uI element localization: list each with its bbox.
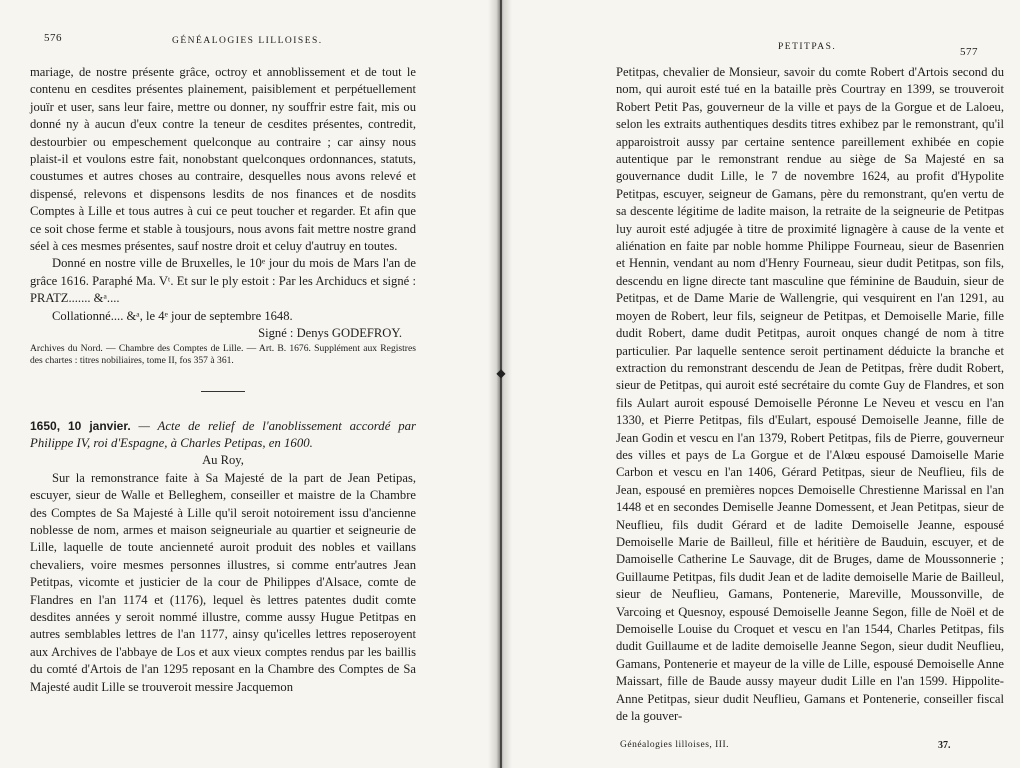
paragraph: Sur la remonstrance faite à Sa Majesté de la part de Jean Petipas, escuyer, sieur de Walle et Belleghem, conseiller et maistre de la Chambre des Comptes de Sa Majesté à Lille qu'il seroit notoirement issu d'ancienne noblesse de nom, armes et maison seigneuriale au quartier et seigneurie de Lille, laquelle de toute ancienneté auroit produit des nobles et vaillans chevaliers, voire mesmes personnes illustres, si comme entr'autres Jean Petitpas, vicomte et justicier de la cour de Philippes d'Alsace, comte de Flandres en l'an 1174 et (1176), lequel ès lettres patentes dudit comte desdites années y seroit nommé illustre, comme aussy Hugue Petitpas en autres semblables lettres de l'an 1177, ainsy qu'icelles lettres reposeroyent aux Archives de l'abbaye de Los et aux vieux comptes rendus par les baillis du comté d'Artois de l'an 1295 reposant en la Chambre des Comptes de Sa Majesté audit Lille se trouveroit messire Jacquemon xyxy=(30,470,416,694)
left-body-text xyxy=(30,64,416,696)
paragraph: mariage, de nostre présente grâce, octroy et annoblissement et de tout le contenu en cesdites présentes plainement, paisiblement et perpétuellement jouïr et user, sans leur faire, mettre ou donner, ny souffrir estre fait, mis ou donné ny à aucun d'eux contre la teneur de cesdites présentes, contredit, destourbier ou empeschement quelconque au contraire ; car ainsy nous plaist-il et voulons estre fait, nonobstant quelconques ordonnances, statuts, coustumes et autres choses au contraire, desquelles nous avons relevé et dispensé, relevons et dispensons lesdits de nos finances et de nosdits Comptes à Lille et tous autres à cui ce peut toucher et regarder. Et afin que ce soit chose ferme et stable à tousjours, nous avons fait mettre nostre grand séel à ces mesmes présentes, sauf nostre droit et celuy d'autruy en toutes. xyxy=(30,65,416,254)
right-running-head: PETITPAS. xyxy=(778,42,837,52)
paragraph: Collationné.... &ᵃ, le 4ᵉ jour de septembre 1648. xyxy=(52,308,293,323)
paragraph: Petitpas, chevalier de Monsieur, savoir du comte Robert d'Artois second du nom, qui auroit esté tué en la bataille près Courtray en 1399, se trouveroit Robert Petit Pas, gouverneur de la ville et pays de la Gorgue et de Laloeu, selon les extraits authentiques desdits titres exhibez par le remonstrant, qu'il apparoistroit aussy par certaine sentence pareillement exhibée en copie autentique par le remonstrant rendue au siège de Sa Majesté en sa gouvernance dudit Lille, le 7 de novembre 1624, au profit d'Hypolite Petitpas, escuyer, seigneur de Gamans, père du remonstrant, qu'en vertu de sa descente légitime de ladite maison, la retraite de la seigneurie de Petitpas luy auroit esté adjugée à titre de proximité lignagère à cause de la vente et aliénation en faite par noble homme Philippe Fourneau, sieur de Basenrien et Hennin, vendant au nom d'Henry Fourneau, sieur dudit Petitpas, son fils, descendu en ligne directe tant masculine que féminine de Bauduin, sieur de Petitpas, et de Dame Marie de Wallengrie, qui vesquirent en l'an 1291, au moyen de Robert, leur fils, seigneur de Petitpas, et Demoiselle Marie, fille dudit Robert, dame dudit Petitpas, auroit onques changé de nom à titre particulier. Par laquelle sentence seroit pertinament déduicte la branche et extraction du remonstrant descendu de Jean de Petitpas, frère dudit Robert, sieur de Petitpas, qui auroit esté secrétaire du comte Guy de Flandres, et son fils Aulart auroit espousé Demoiselle Péronne Le Neveu et vescu en l'an 1330, et Pierre Petitpas, fils d'Eulart, espousé Demoiselle Jeanne, fille de Jean Godin et vescu en l'an 1379, Robert Petitpas, fils de Pierre, gouverneur des villes et pays de La Gorgue et de l'Alœu espousé Damoiselle Marie Carbon et vescu en l'an 1406, Gérard Petitpas, sieur de Neuflieu, fils de Jean, espousé en premières nopces Demoiselle Chrestienne Marissal en l'an 1448 et en secondes Demiselle Jeanne Domessent, et Jean Petitpas, sieur de Neuflieu, fils dudit Gérard et de ladite Demoiselle Jeanne, espousé Demoiselle Marie de Bailleul, fille et héritière de Bauduin, escuyer, et de Damoiselle Catherine Le Sauvage, dit de Bruges, dame de Moussonnerie ; Guillaume Petitpas, fils dudit Jean et de ladite demoiselle Marie de Bailleul, sieur de Neuflieu, Gamans, Pontenerie, Mareville, Moussonville, de Varcoing et Quesnoy, espousé Demoiselle Jeanne Segon, fille de Noël et de Demoiselle Louise du Croquet et vescu en l'an 1544, Charles Petitpas, fils dudit Guillaume et de ladite demoiselle Jeanne Segon, sieur dudit Neuflieu, Gamans, Pontenerie et mayeur de la ville de Lille, espousé Demoiselle Anne Maissart, fille de Baude aussy mayeur dudit Lille en l'an 1599. Hippolite-Anne Petitpas, sieur dudit Neuflieu, Gamans et Pontenerie, conseiller fiscal de la gouver- xyxy=(616,65,1004,724)
left-page-number: 576 xyxy=(44,32,62,44)
entry-date: 1650, 10 janvier. xyxy=(30,418,131,433)
right-body-text xyxy=(616,64,1004,725)
gutter-mark-icon: ◆ xyxy=(496,366,506,380)
archives-note: Archives du Nord. — Chambre des Comptes de Lille. — Art. B. 1676. Supplément aux Registres des chartes : titres nobiliaires, tome II, fos 357 à 361. xyxy=(30,342,416,366)
signature: Signé : Denys GODEFROY. xyxy=(258,326,402,341)
entry-title: — Acte de relief de l'anoblissement accordé par Philippe IV, roi d'Espagne, à Charles Petipas, en 1600. xyxy=(30,418,416,450)
footer-title: Généalogies lilloises, III. xyxy=(620,740,730,750)
left-page xyxy=(0,0,492,768)
gutter-fold-line xyxy=(500,0,502,768)
right-page-number: 577 xyxy=(960,46,978,58)
right-page xyxy=(508,0,1020,768)
addressee: Au Roy, xyxy=(202,453,244,468)
entry-heading xyxy=(30,418,416,453)
left-running-head: GÉNÉALOGIES LILLOISES. xyxy=(172,36,323,46)
section-divider xyxy=(201,391,245,392)
paragraph: Donné en nostre ville de Bruxelles, le 10ᵉ jour du mois de Mars l'an de grâce 1616. Paraphé Ma. Vᵗ. Et sur le ply estoit : Par les Archiducs et signé : PRATZ....... &ᵃ.... xyxy=(30,256,416,306)
footer-signature: 37. xyxy=(938,740,951,751)
